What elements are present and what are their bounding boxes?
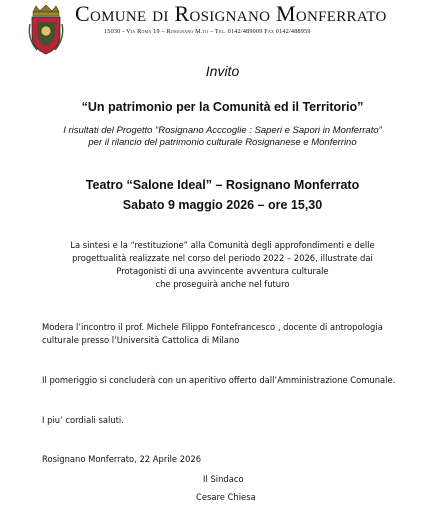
signature-role: Il Sindaco [203, 474, 244, 484]
invitation-heading: Invito [205, 63, 240, 79]
municipality-address: 15030 - Via Roma 19 – Rosignano M.to – Tel. 0142/489009 Fax 0142/488959 [104, 28, 311, 35]
place-and-date: Rosignano Monferrato, 22 Aprile 2026 [42, 454, 202, 464]
event-subtitle-line: per il rilancio del patrimonio culturale Rosignanese e Monferrino [88, 137, 357, 148]
municipality-name: Comune di Rosignano Monferrato [75, 1, 387, 26]
signature-name: Cesare Chiesa [196, 492, 256, 502]
description-line: Protagonisti di una avvincente avventura culturale [116, 266, 329, 276]
description-line: che proseguirà anche nel futuro [155, 279, 290, 289]
event-venue: Teatro “Salone Ideal” – Rosignano Monferrato [85, 178, 360, 192]
event-title: “Un patrimonio per la Comunità ed il Territorio” [81, 100, 364, 114]
municipal-crest [27, 4, 65, 56]
event-datetime: Sabato 9 maggio 2026 – ore 15,30 [122, 198, 323, 212]
greeting: I piu’ cordiali saluti. [42, 415, 124, 425]
description-line: progettualità realizzate nel corso del periodo 2022 – 2026, illustrate dai [72, 253, 373, 263]
event-subtitle-line: I risultati del Progetto “Rosignano Acccoglie : Saperi e Sapori in Monferrato” [63, 125, 382, 136]
moderator-line: culturale presso l’Università Cattolica di Milano [42, 335, 240, 345]
moderator-line: Modera l’incontro il prof. Michele Filippo Fontefrancesco , docente di antropologia [42, 322, 383, 332]
description-line: La sintesi e la “restituzione” alla Comunità degli approfondimenti e delle [70, 240, 375, 250]
closing-note: Il pomeriggio si concluderà con un aperitivo offerto dall’Amministrazione Comunale. [42, 375, 396, 385]
